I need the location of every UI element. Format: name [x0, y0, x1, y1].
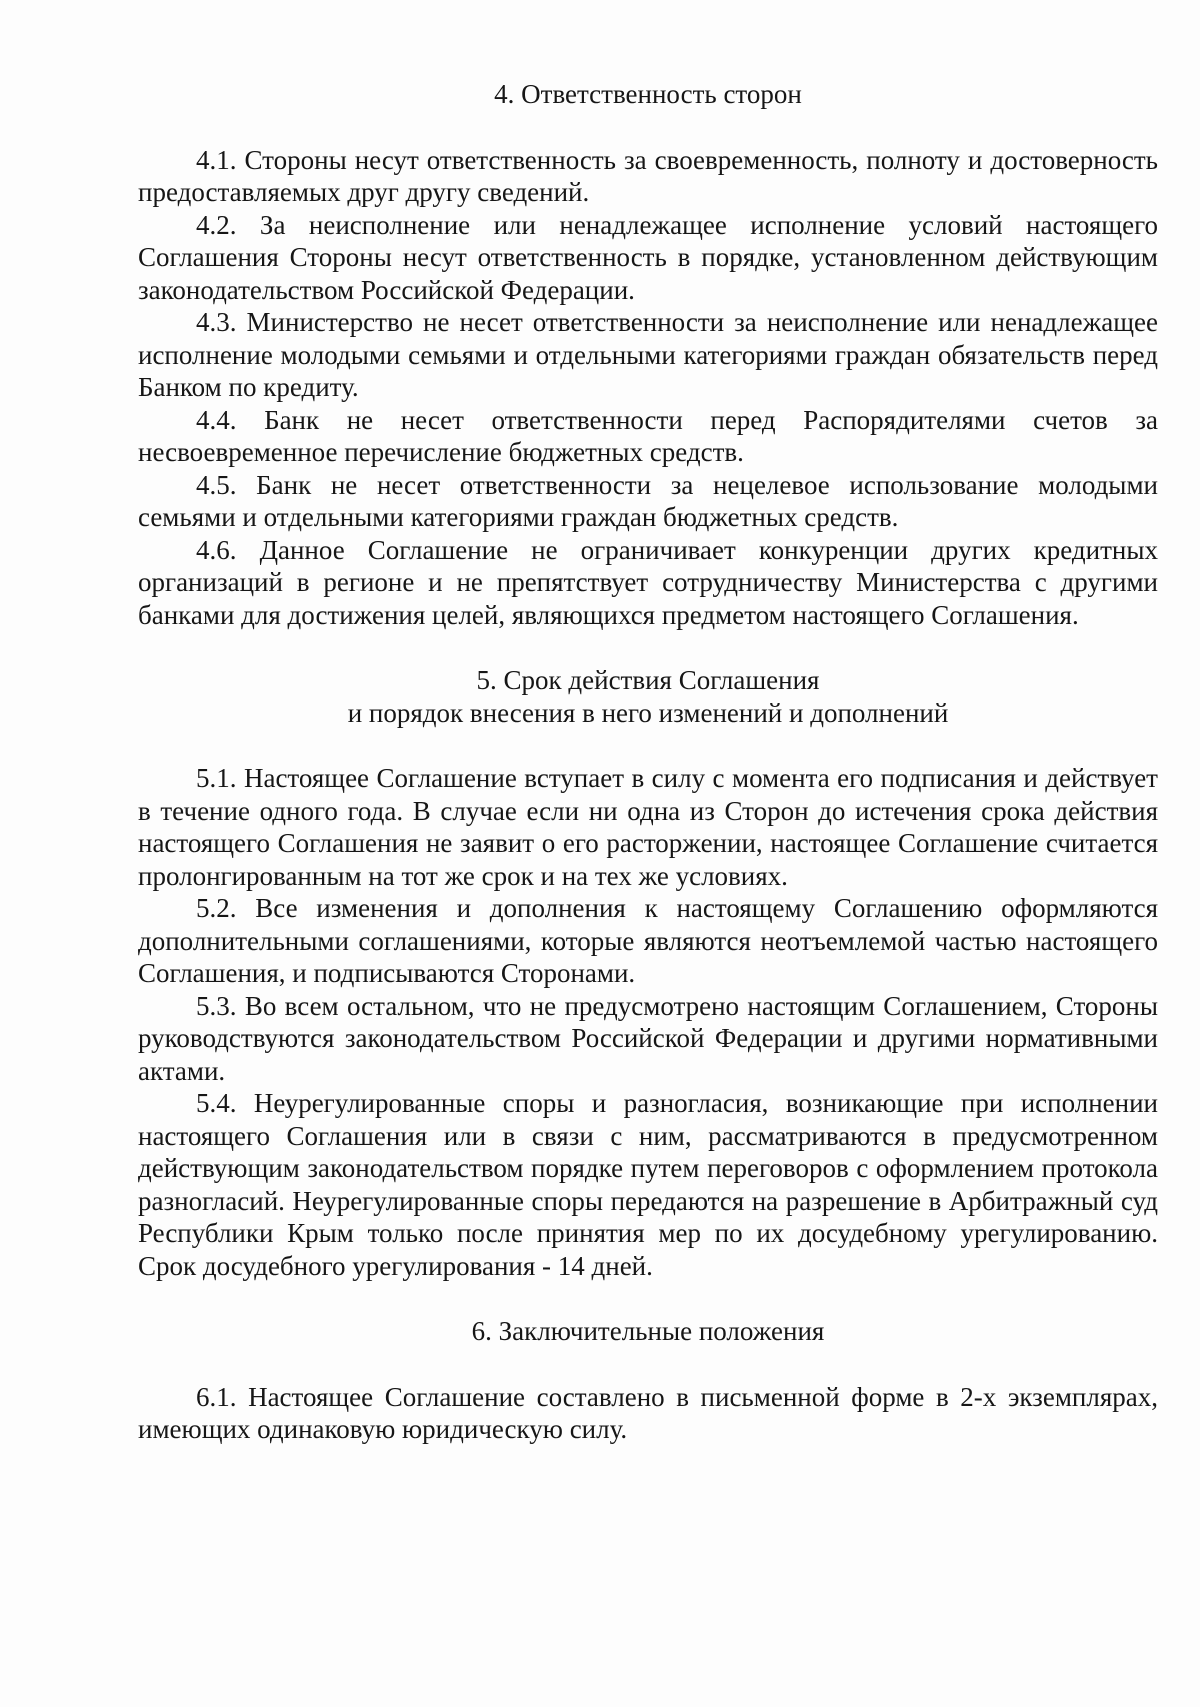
paragraph-4-6: 4.6. Данное Соглашение не ограничивает конкуренции других кредитных организаций в регионе и не препятствует сотрудничеству Министерства с другими банками для достижения целей, являющихся предметом настоящего Соглашения. — [138, 534, 1158, 630]
paragraph-5-3: 5.3. Во всем остальном, что не предусмотрено настоящим Соглашением, Стороны руководствуются законодательством Российской Федерации и другими нормативными актами. — [138, 990, 1158, 1086]
paragraph-4-5: 4.5. Банк не несет ответственности за нецелевое использование молодыми семьями и отдельными категориями граждан бюджетных средств. — [138, 469, 1158, 532]
paragraph-4-1: 4.1. Стороны несут ответственность за своевременность, полноту и достоверность предоставляемых друг другу сведений. — [138, 144, 1158, 207]
paragraph-4-3: 4.3. Министерство не несет ответственности за неисполнение или ненадлежащее исполнение молодыми семьями и отдельными категориями граждан обязательств перед Банком по кредиту. — [138, 307, 1158, 402]
spacer — [138, 631, 1158, 664]
paragraph-5-4: 5.4. Неурегулированные споры и разногласия, возникающие при исполнении настоящего Соглашения или в связи с ним, рассматриваются в предусмотренном действующим законодательством порядке путем переговоров с оформлением протокола разногласий. Неурегулированные споры передаются на разрешение в Арбитражный суд Республики Крым только после принятия мер по их досудебному урегулированию. Срок досудебного урегулирования - 14 дней. — [138, 1088, 1158, 1281]
section-title-line: 4. Ответственность сторон — [494, 79, 802, 109]
section-5-title — [138, 664, 1158, 729]
paragraph-5-1: 5.1. Настоящее Соглашение вступает в силу с момента его подписания и действует в течение одного года. В случае если ни одна из Сторон до истечения срока действия настоящего Соглашения не заявит о его расторжении, настоящее Соглашение считается пролонгированным на тот же срок и на тех же условиях. — [138, 763, 1158, 891]
spacer — [138, 111, 1158, 144]
paragraph-6-1: 6.1. Настоящее Соглашение составлено в письменной форме в 2-х экземплярах, имеющих одинаковую юридическую силу. — [138, 1381, 1158, 1444]
spacer — [138, 1348, 1158, 1381]
paragraph-4-2: 4.2. За неисполнение или ненадлежащее исполнение условий настоящего Соглашения Стороны несут ответственность в порядке, установленном действующим законодательством Российской Федерации. — [138, 209, 1158, 305]
spacer — [138, 1282, 1158, 1315]
section-4-title — [138, 78, 1158, 111]
document-body — [138, 78, 1158, 1446]
section-title-line: 6. Заключительные положения — [471, 1316, 825, 1346]
paragraph-5-2: 5.2. Все изменения и дополнения к настоящему Соглашению оформляются дополнительными соглашениями, которые являются неотъемлемой частью настоящего Соглашения, и подписываются Сторонами. — [138, 893, 1158, 988]
section-title-line: 5. Срок действия Соглашения — [476, 665, 820, 695]
section-6-title — [138, 1315, 1158, 1348]
spacer — [138, 729, 1158, 762]
paragraph-4-4: 4.4. Банк не несет ответственности перед Распорядителями счетов за несвоевременное перечисление бюджетных средств. — [138, 404, 1158, 467]
section-title-line: и порядок внесения в него изменений и дополнений — [347, 697, 949, 728]
